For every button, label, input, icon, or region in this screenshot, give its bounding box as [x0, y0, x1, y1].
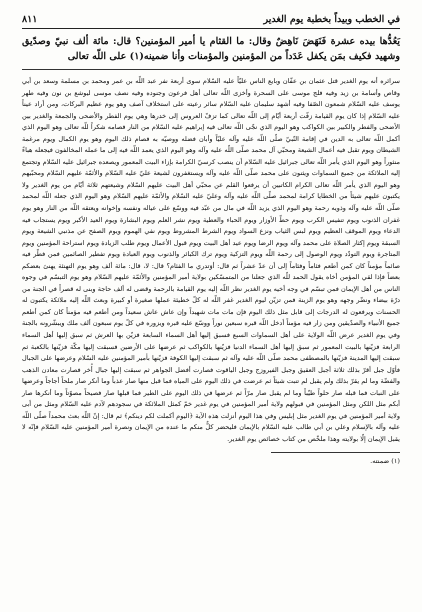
body-rule — [22, 69, 400, 70]
page-number: ٨١١ — [22, 14, 38, 25]
body-paragraph: سرائره أنه يوم الغدير قتل عثمان بن عفّان وبايع الناس عليّاً عليه السّلام سوى أربعة نفر عبد اللّه بن عمر ومحمد بن مسلمة وسعد بن أبي وقاص وأسامة بن زيد وفيه فلج موسى على السحرة وأخزى اللّه تعالى أهل فرعون وجنوده وفيه نصف موسى ليوشع بن نون وفيه طهر يوسف عليه السّلام شمعون الصّفا وفيه أشهد سليمان عليه السّلام سائر رعيته على استخلاف آصف وهو يوم عظيم البركات، ومن أراد عيناً عليه السّلام إذا كان يوم القيامة زفّت أربعة أيّام إلى اللّه تعالى كما تزفّ العروس إلى خدرها وهي يوم الفطر والأضحى والجمعة والغدير بين الأضحى والفطر والكبير بين الكواكب وهو اليوم الذي نجّى اللّه تعالى فيه إبراهيم عليه السّلام من النار فصامه شكراً للّه تعالى وهو اليوم الذي أكمل اللّه تعالى به الدين في إقامة النّبيّ صلّى اللّه عليه وآله عليّاً وأبان فضله ووصيّه به فصام ذلك اليوم وهو يوم الكمال ويوم مرغمة الشيطان ويوم تقبل فيه أعمال الشيعة ومحبّي آل محمد صلّى اللّه عليه وآله وهو اليوم الذي يعمد اللّه فيه إلى ما عمله المخالفون فيجعله هباءً منثوراً وهو اليوم الذي يأمر اللّه تعالى جبرائيل عليه السّلام أن ينصب كرسيّ الكرامة بإزاء البيت المعمور ويصعده جبرائيل عليه السّلام وتجتمع إليه الملائكة من جميع السماوات ويثنون على محمد صلّى اللّه عليه وآله ويستغفرون لشيعة عليّ عليه السّلام والأئمّة عليهم السّلام ومحبّيهم وهو اليوم الذي يأمر اللّه تعالى الكرام الكاتبين أن يرفعوا القلم عن محبّي أهل البيت عليهم السّلام وشيعتهم ثلاثة أيّام من يوم الغدير ولا يكتبون عليهم شيئاً من الخطايا كرامة لمحمد صلّى اللّه عليه وآله وعليّ عليه السّلام والأئمّة عليهم السّلام وهو اليوم الذي جعله اللّه لمحمد صلّى اللّه عليه وآله وذويه رحمة وهو اليوم الذي يزيد اللّه في مال من عبّد فيه ووسّع على عياله ونفسه وإخوانه ويعتقه اللّه من النار وهو يوم غفران الذنوب ويوم تنفيس الكرب ويوم حطّ الأوزار ويوم الحباء والعطية ويوم نشر العلم ويوم البشارة ويوم العيد الأكبر ويوم يستجاب فيه الدعاء ويوم الموقف العظيم ويوم لبس الثياب ونزع السواد ويوم الشرط المشروط ويوم نفي الهموم ويوم الصفح عن مذنبي الشيعة ويوم السبقة ويوم إكثار الصلاة على محمد وآله ويوم الرضا ويوم عيد أهل البيت ويوم قبول الأعمال ويوم طلب الزيادة ويوم استراحة المؤمنين ويوم المتاجرة ويوم التودّد ويوم الوصول إلى رحمة اللّه ويوم التزكية ويوم ترك الكبائر والذنوب ويوم العبادة ويوم تفطير الصائمين فمن فطّر فيه صائماً مؤمناً كان كمن أطعم فئاماً وفئاماً إلى أن عدّ عشراً ثم قال: أوَتدري ما الفئام؟ قال: لا، قال: مائة ألف وهو يوم التهنئة يهنئ بعضكم بعضاً فإذا لقي المؤمن أخاه يقول الحمد للّه الذي جعلنا من المتمسّكين بولاية أمير المؤمنين والأئمّة عليهم السّلام وهو يوم التبسّم في وجوه الناس من أهل الإيمان فمن تبسّم في وجه أخيه يوم الغدير نظر اللّه إليه يوم القيامة بالرحمة وقضى له ألف حاجة وبنى له قصراً في الجنة من درّة بيضاء ونضّر وجهه وهو يوم الزينة فمن تزيّن ليوم الغدير غفر اللّه له كلّ خطيئة عملها صغيرة أو كبيرة وبعث اللّه إليه ملائكة يكتبون له الحسنات ويرفعون له الدرجات إلى قابل مثل ذلك اليوم فإن مات مات شهيداً وإن عاش عاش سعيداً ومن أطعم فيه مؤمناً كان كمن أطعم جميع الأنبياء والصدّيقين ومن زار فيه مؤمناً أدخل اللّه قبره سبعين نوراً ووسّع عليه قبره ويزوره في كلّ يوم سبعون ألف ملك ويبشّرونه بالجنة وفي يوم الغدير عرض اللّه الولاية على أهل السماوات السبع فسبق إليها أهل السماء السابعة فزيّن بها العرش ثم سبق إليها أهل السماء الرابعة فزيّنها بالبيت المعمور ثم سبق إليها أهل السماء الدنيا فزيّنها بالكواكب ثم عرضها على الأرضين فسبقت إليها مكّة فزيّنها بالكعبة ثم سبقت إليها المدينة فزيّنها بالمصطفى محمد صلّى اللّه عليه وآله ثم سبقت إليها الكوفة فزيّنها بأمير المؤمنين عليه السّلام وعرضها على الجبال فأوّل جبل أقرّ بذلك ثلاثة أجبل العقيق وجبل الفيروزج وجبل الياقوت فصارت أفضل الجواهر ثم سبقت إليها جبال أُخر فصارت معادن الذهب والفضّة وما لم يقرّ بذلك ولم يقبل لم تنبت شيئاً ثم عرضت في ذلك اليوم على المياه فما قبل منها صار عذباً وما أنكر صار ملحاً أجاجاً وعرضها على النبات فما قبله صار حلواً طيّباً وما لم يقبل صار مرّاً ثم عرضها في ذلك اليوم على الطير فما قبلها صار فصيحاً مصوّتاً وما أنكرها صار أبكم مثل اللكن ومثل المؤمنين في قبولهم ولاية أمير المؤمنين في يوم غدير خمّ كمثل الملائكة في سجودهم لآدم عليه السّلام ومثل من أبى ولاية أمير المؤمنين في يوم الغدير مثل إبليس وفي هذا اليوم أنزلت هذه الآية ﴿اليوم أكملت لكم دينكم﴾ ثم قال: إنّ اللّه بعث محمداً صلّى اللّه عليه وآله بالإسلام وعلي بن أبي طالب عليه السّلام بالإيمان فليحضر كلٌّ منكم ما عنده من الإيمان ونصرة أمير المؤمنين عليه السّلام فإنّه لا يقبل الإيمان إلّا بولايته وهذا ملخّص من كتاب خصائص يوم الغدير. — [22, 77, 401, 443]
footnote-rule — [271, 452, 400, 453]
header-rule — [22, 28, 400, 29]
running-header — [22, 14, 400, 28]
running-title: في الخطب وبيداً بخطبة يوم الغدير — [263, 14, 400, 25]
lead-paragraph: يَعُدُّها بيده عشرة فَنَهَضَ نَاهِضٌ وقال: ما القثام يا أمير المؤمنين؟ قال: مائة ألف نبيّ وصدّيق وشهيد فكيف بمَن يكفل عَدَداً من المؤمنين والمؤمنات وأنا ضمينه(١) على اللّه تعالى — [22, 36, 400, 62]
footnote: (١) ضمنته. — [370, 456, 400, 465]
